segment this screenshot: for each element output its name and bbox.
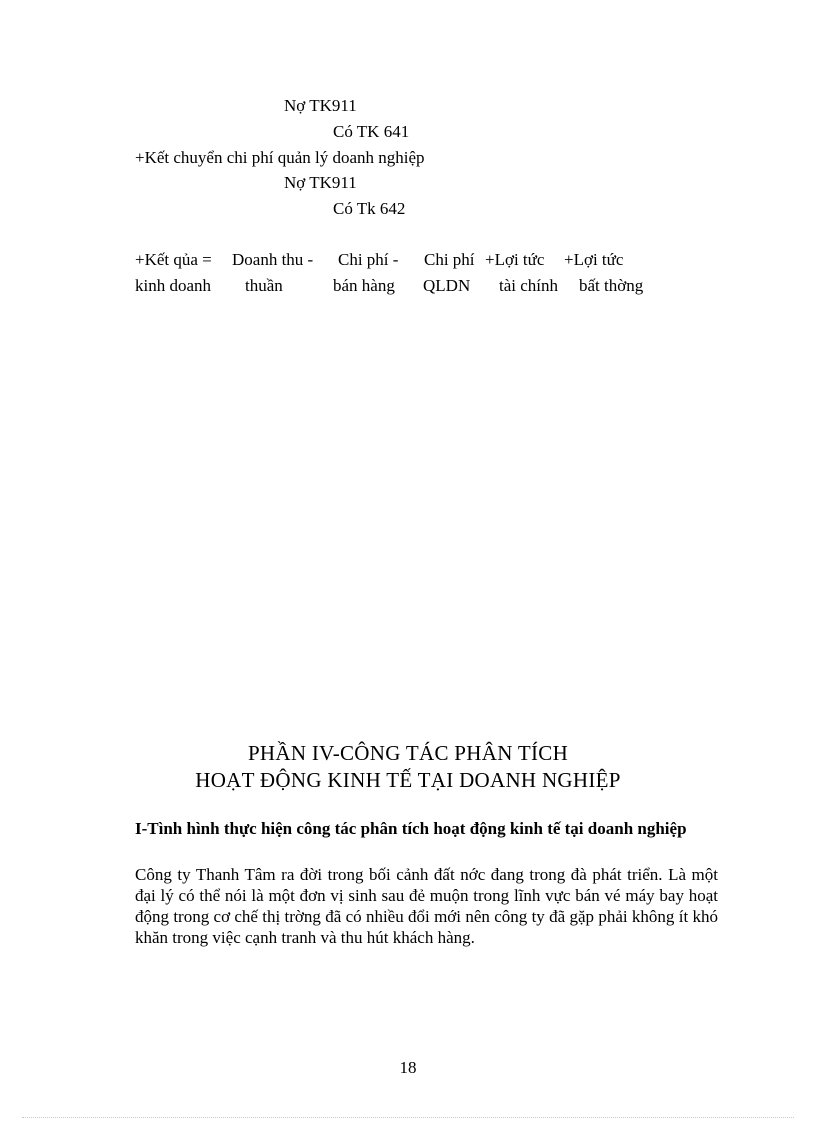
formula-term: QLDN	[423, 276, 471, 295]
entry-transfer-admin-cost: +Kết chuyển chi phí quản lý doanh nghiệp	[135, 148, 425, 167]
formula-term: tài chính	[499, 276, 559, 295]
entry-debit-911: Nợ TK911	[284, 96, 357, 115]
entry-debit-911-second: Nợ TK911	[284, 173, 357, 192]
section-title: I-Tình hình thực hiện công tác phân tích hoạt động kinh tế tại doanh nghiệp	[135, 819, 687, 838]
formula-term: +Lợi tức	[564, 250, 624, 269]
part-title-line-2: HOẠT ĐỘNG KINH TẾ TẠI DOANH NGHIỆP	[195, 768, 621, 792]
formula-term: thuần	[245, 276, 283, 295]
formula-term: Chi phí	[424, 250, 475, 269]
section-body-paragraph: Công ty Thanh Tâm ra đời trong bối cảnh đất nớc đang trong đà phát triển. Là một đại lý có thể nói là một đơn vị sinh sau đẻ muộn trong lĩnh vực bán vé máy bay hoạt động trong cơ chế thị trờng đã có nhiều đổi mới nên công ty đã gặp phải không ít khó khăn trong việc cạnh tranh và thu hút khách hàng.	[135, 865, 718, 947]
page-number: 18	[399, 1058, 417, 1077]
formula-term: Doanh thu -	[232, 250, 314, 269]
formula-term: bất thờng	[579, 276, 644, 295]
formula-term: +Kết qủa =	[135, 250, 212, 269]
part-title-line-1: PHẦN IV-CÔNG TÁC PHÂN TÍCH	[247, 741, 569, 765]
page-bottom-divider	[22, 1117, 794, 1118]
formula-term: +Lợi tức	[485, 250, 545, 269]
formula-term: Chi phí -	[338, 250, 399, 269]
formula-term: bán hàng	[333, 276, 395, 295]
entry-credit-641: Có TK 641	[333, 122, 410, 141]
formula-row-1	[0, 250, 816, 270]
formula-row-2	[0, 276, 816, 296]
formula-term: kinh doanh	[135, 276, 212, 295]
entry-credit-642: Có Tk 642	[333, 199, 406, 218]
